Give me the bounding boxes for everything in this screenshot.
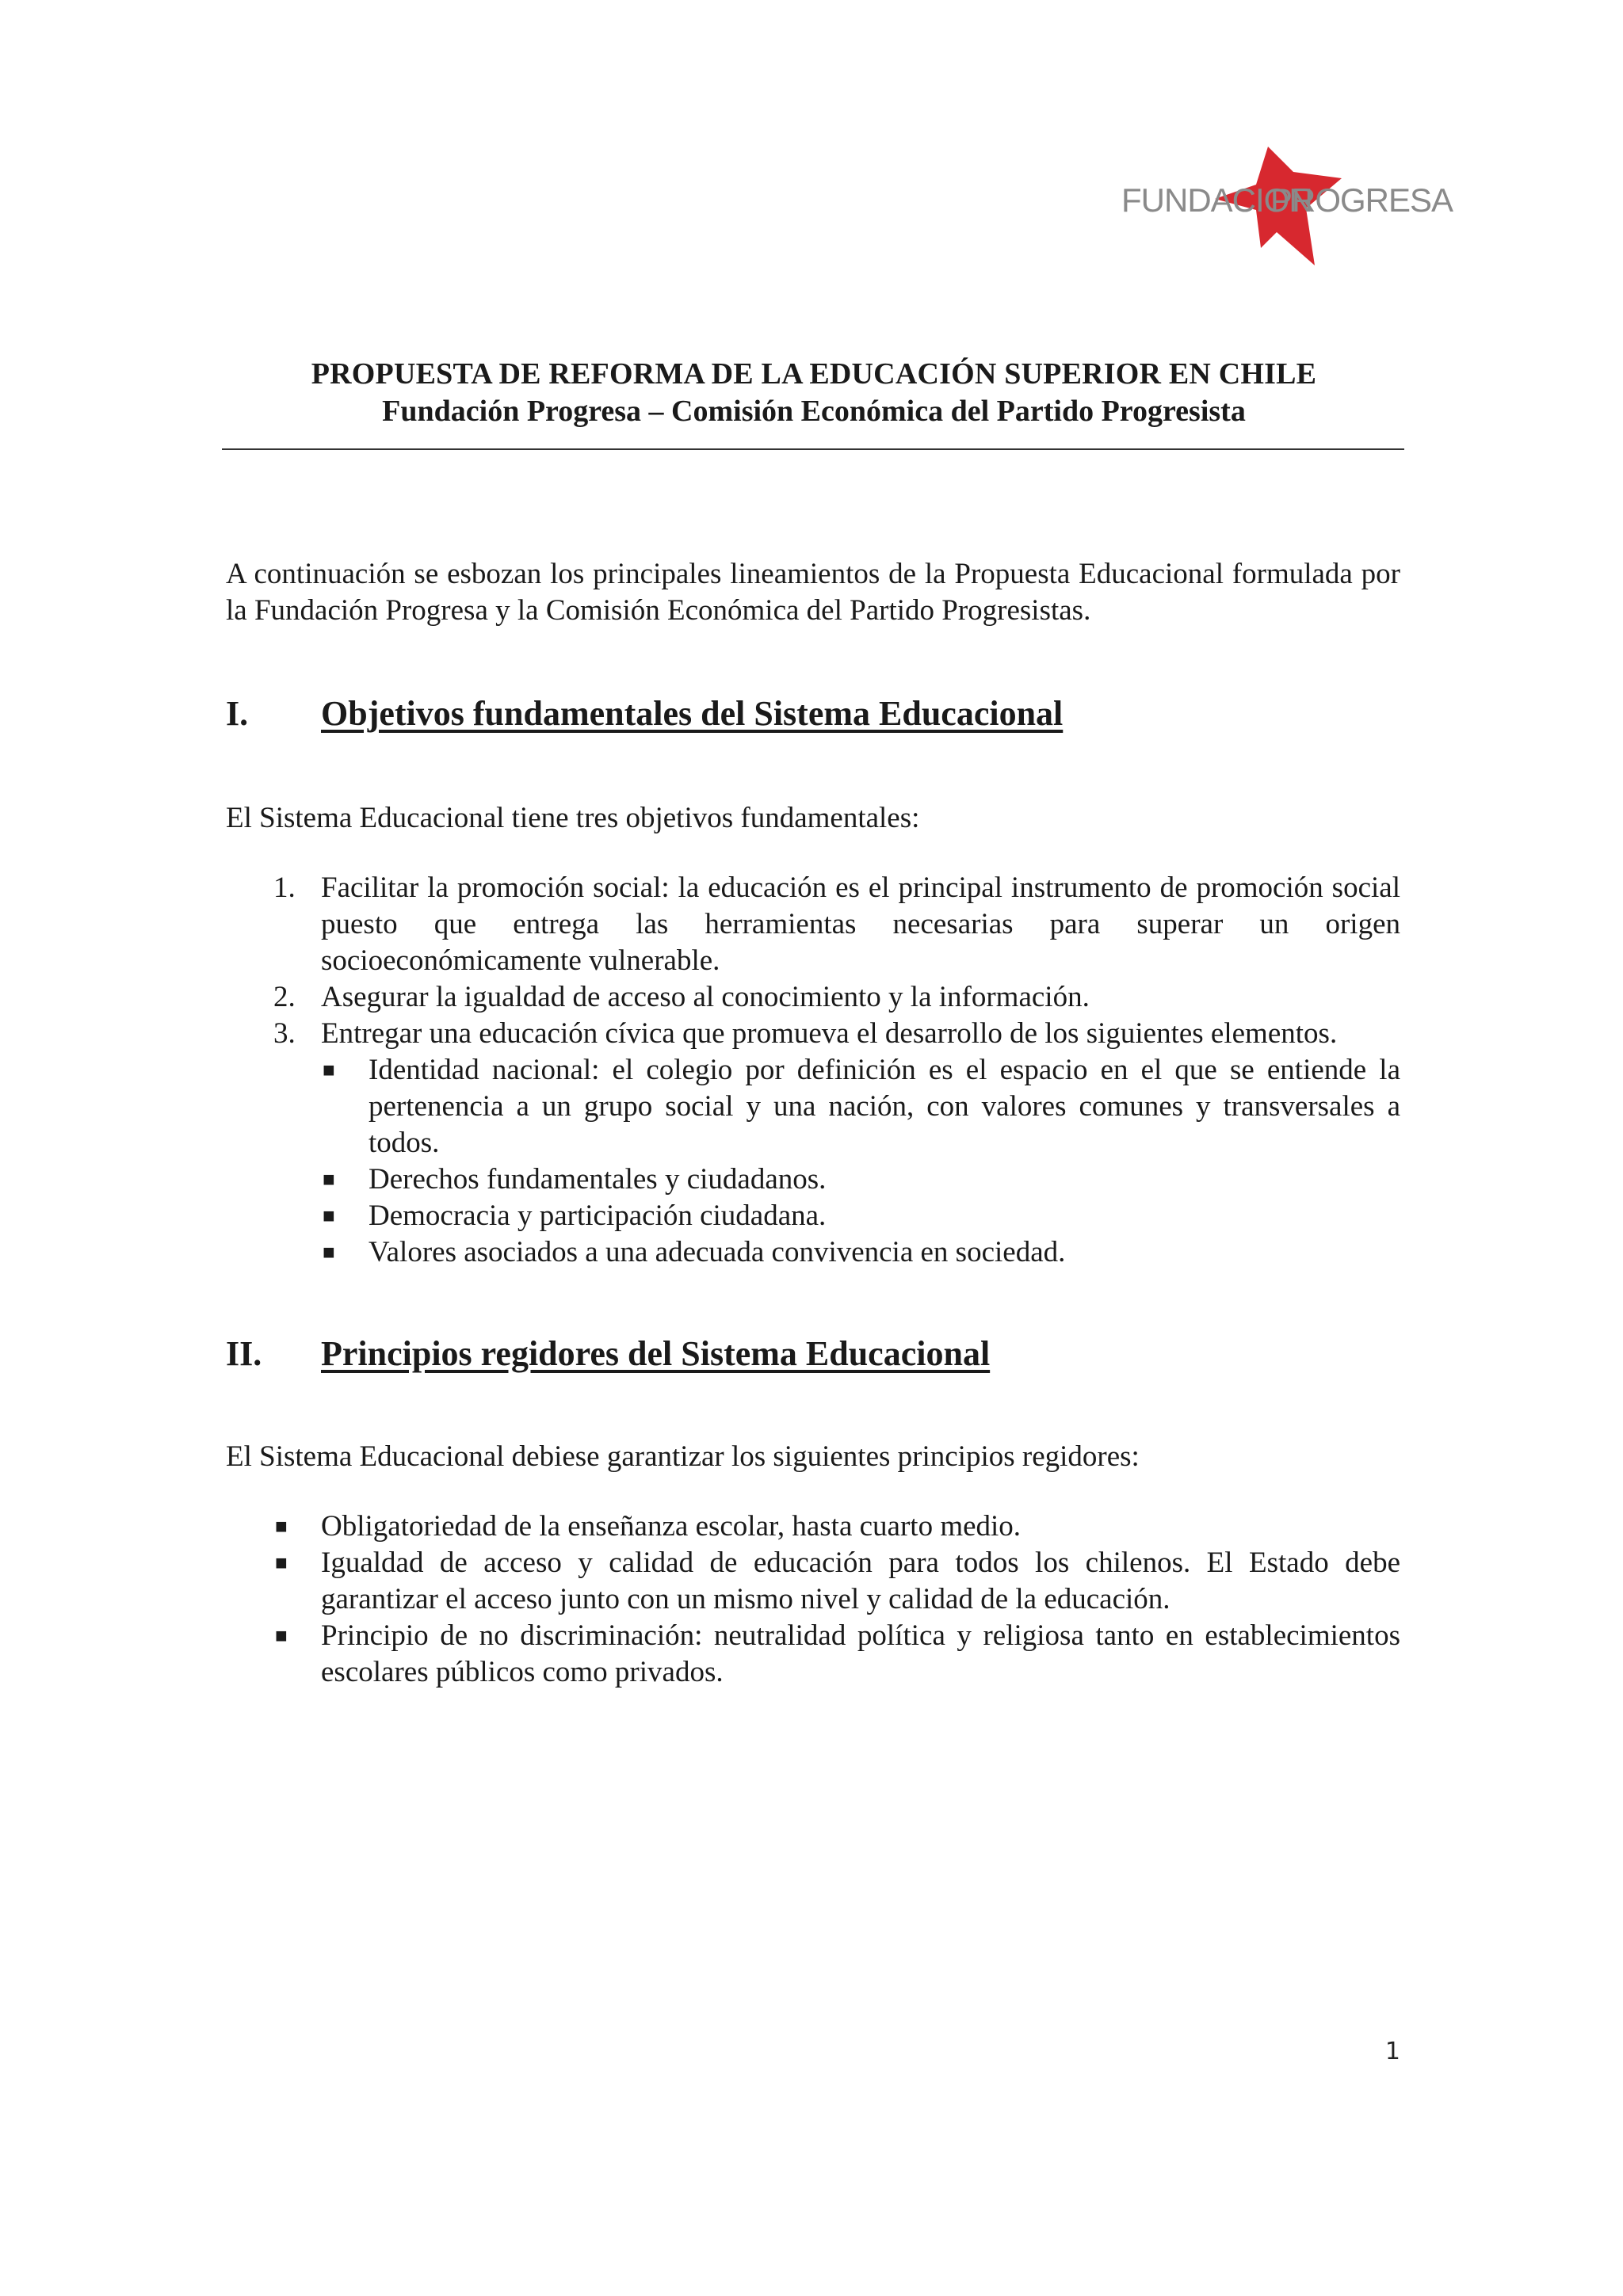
list-item-text: Facilitar la promoción social: la educación es el principal instrumento de promoción social puesto que entrega las herramientas necesarias para superar un origen socioeconómicamente vulnerable. — [321, 871, 1400, 977]
square-bullet-icon: ■ — [323, 1168, 335, 1191]
square-bullet-icon: ■ — [275, 1551, 288, 1574]
list-item-text: Entregar una educación cívica que promueva el desarrollo de los siguientes elementos. — [321, 1017, 1338, 1050]
list-item-text: Obligatoriedad de la enseñanza escolar, hasta cuarto medio. — [321, 1510, 1022, 1543]
fundacion-progresa-logo — [1121, 147, 1453, 265]
list-number: 1. — [273, 871, 296, 904]
section-1-title: Objetivos fundamentales del Sistema Educacional — [321, 694, 1064, 733]
list-number: 3. — [273, 1017, 296, 1050]
logo-text-right: PROGRESA — [1270, 181, 1453, 219]
list-number: 2. — [273, 981, 296, 1013]
page-number: 1 — [1384, 2038, 1400, 2065]
section-2-number: II. — [226, 1334, 262, 1373]
section-1-number: I. — [226, 694, 249, 733]
section-2-title: Principios regidores del Sistema Educacional — [321, 1334, 991, 1373]
sub-list-item-text: Identidad nacional: el colegio por definición es el espacio en el que se entiende la pertenencia a un grupo social y una nación, con valores comunes y transversales a todos. — [369, 1054, 1400, 1159]
list-item — [226, 870, 1400, 979]
sub-list-item-text: Derechos fundamentales y ciudadanos. — [369, 1163, 827, 1196]
list-item — [226, 1618, 1400, 1691]
list-item — [226, 1545, 1400, 1618]
intro-paragraph: A continuación se esbozan los principales lineamientos de la Propuesta Educacional formulada por la Fundación Progresa y la Comisión Económica del Partido Progresistas. — [226, 558, 1400, 627]
sub-list-item-text: Valores asociados a una adecuada convivencia en sociedad. — [369, 1236, 1066, 1268]
list-item — [226, 1016, 1400, 1271]
document-subtitle: Fundación Progresa – Comisión Económica del Partido Progresista — [382, 395, 1246, 428]
sub-list-item — [321, 1052, 1400, 1161]
square-bullet-icon: ■ — [275, 1515, 288, 1538]
logo-graphic — [1121, 147, 1453, 265]
list-item-text: Principio de no discriminación: neutralidad política y religiosa tanto en establecimientos escolares públicos como privados. — [321, 1619, 1400, 1688]
objectives-list — [226, 870, 1400, 1271]
list-item — [226, 1508, 1400, 1545]
section-1-lead: El Sistema Educacional tiene tres objetivos fundamentales: — [226, 802, 920, 834]
document-title: PROPUESTA DE REFORMA DE LA EDUCACIÓN SUPERIOR EN CHILE — [311, 357, 1317, 391]
list-item — [226, 979, 1400, 1016]
list-item-text: Asegurar la igualdad de acceso al conocimiento y la información. — [321, 981, 1090, 1013]
square-bullet-icon: ■ — [323, 1204, 335, 1227]
square-bullet-icon: ■ — [275, 1624, 288, 1647]
sub-list-item — [321, 1161, 1400, 1198]
sub-list-item — [321, 1234, 1400, 1271]
section-2-lead: El Sistema Educacional debiese garantizar los siguientes principios regidores: — [226, 1440, 1140, 1473]
sub-list-item — [321, 1198, 1400, 1234]
document-title-block — [223, 355, 1404, 429]
civic-elements-list — [321, 1052, 1400, 1271]
logo-text-left: FUNDACION — [1121, 181, 1312, 219]
sub-list-item-text: Democracia y participación ciudadana. — [369, 1199, 827, 1232]
square-bullet-icon: ■ — [323, 1241, 335, 1264]
title-divider — [222, 448, 1404, 450]
list-item-text: Igualdad de acceso y calidad de educación para todos los chilenos. El Estado debe garantizar el acceso junto con un mismo nivel y calidad de la educación. — [321, 1547, 1400, 1615]
square-bullet-icon: ■ — [323, 1058, 335, 1081]
principles-list — [226, 1508, 1400, 1691]
